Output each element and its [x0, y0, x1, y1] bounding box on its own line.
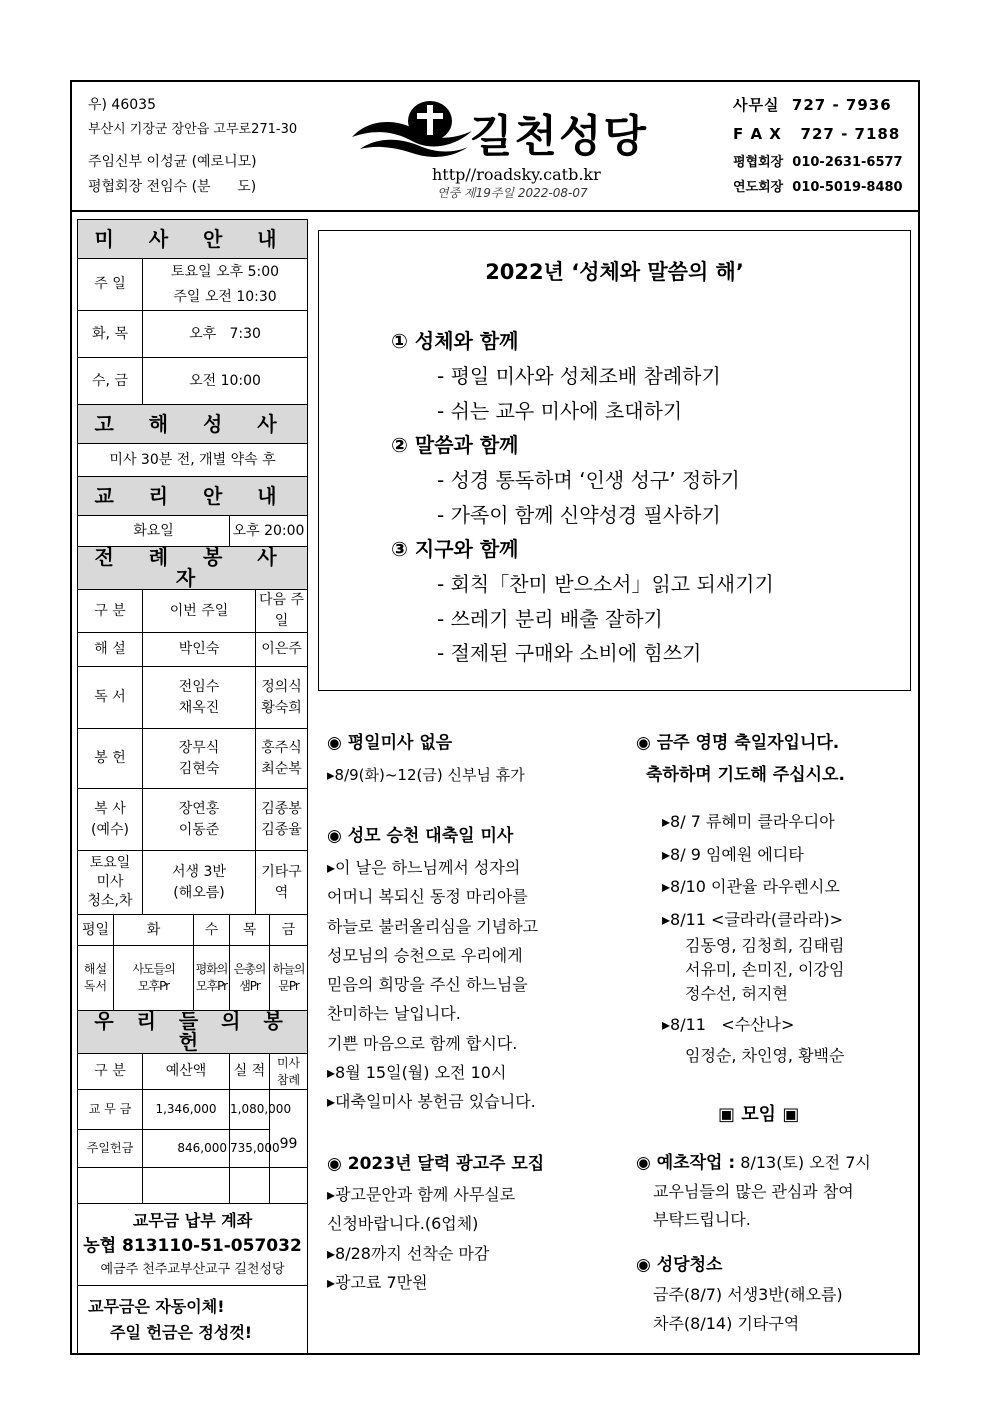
- liturgy-role: 해 설: [78, 633, 143, 667]
- offering-row-label: 주일헌금: [78, 1130, 143, 1168]
- feast-line: ▸8/11 <수산나>: [662, 1015, 795, 1034]
- weekday-wed: 수: [194, 915, 230, 946]
- offering-row-label: 교 무 금: [78, 1090, 143, 1130]
- cleaning-role: 토요일 미사 청소,차: [78, 851, 143, 915]
- website-url[interactable]: http//roadsky.catb.kr: [432, 165, 601, 184]
- feast-title: ◉ 금주 영명 축일자입니다.: [636, 733, 840, 753]
- weekday-group: 하늘의 문Pr: [270, 946, 308, 1011]
- notice-title-assumption: ◉ 성모 승천 대축일 미사: [327, 826, 514, 846]
- notice-box: 교무금은 자동이체! 주일 헌금은 정성껏!: [78, 1286, 308, 1354]
- meeting-weeding: ◉ 예초작업 : 8/13(토) 오전 7시: [636, 1153, 871, 1173]
- weekday-thu: 목: [230, 915, 270, 946]
- tue-thu-time: 오후 7:30: [143, 311, 308, 358]
- feast-names: 김동영, 김청희, 김태림 서유미, 손미진, 이강임 정수선, 허지현: [685, 936, 845, 1003]
- theme-section: ① 성체와 함께: [391, 329, 519, 353]
- offering-header-type: 구 분: [78, 1054, 143, 1090]
- meeting-line: 금주(8/7) 서생3반(해오름): [653, 1285, 843, 1304]
- offering-empty-cell: [143, 1168, 230, 1204]
- theme-item: - 쓰레기 분리 배출 잘하기: [437, 607, 663, 631]
- theme-section: ③ 지구와 함께: [391, 537, 519, 561]
- council-chair: 평협회장 전임수 (분 도): [88, 179, 257, 195]
- liturgy-this: 전임수 채옥진: [143, 667, 256, 729]
- liturgy-next: 정의식 황숙희: [256, 667, 308, 729]
- cleaning-next: 기타구역: [256, 851, 308, 915]
- liturgy-header-role: 구 분: [78, 590, 143, 633]
- theme-item: - 평일 미사와 성체조배 참례하기: [437, 364, 721, 388]
- offering-empty-cell: [230, 1168, 270, 1204]
- liturgy-next: 홍주식 최순복: [256, 729, 308, 789]
- meeting-title: ▣ 모임 ▣: [718, 1104, 800, 1125]
- meeting-line: 교우님들의 많은 관심과 참여: [653, 1182, 854, 1201]
- mass-guide-title: 미 사 안 내: [78, 220, 308, 259]
- liturgy-this: 장무식 김현숙: [143, 729, 256, 789]
- theme-box: [318, 230, 911, 691]
- wed-fri-time: 오전 10:00: [143, 358, 308, 405]
- weekday-group: 사도들의 모후Pr: [114, 946, 194, 1011]
- offering-title: 우 리 들 의 봉 헌: [78, 1011, 308, 1054]
- cleaning-this: 서생 3반 (해오름): [143, 851, 256, 915]
- church-title: 길천성당: [470, 111, 649, 162]
- catechism-day: 화요일: [78, 516, 230, 547]
- liturgy-role: 독 서: [78, 667, 143, 729]
- theme-section: ② 말씀과 함께: [391, 433, 519, 457]
- info-table: [77, 219, 308, 1354]
- account-info: 교무금 납부 계좌 농협 813110-51-057032 예금주 천주교부산교구 길천성당: [78, 1204, 308, 1286]
- fax-number: F A X 727 - 7188: [733, 125, 901, 143]
- attendance-count: 99: [270, 1090, 308, 1168]
- sunday-times: 토요일 오후 5:00 주일 오전 10:30: [143, 259, 308, 311]
- theme-item: - 절제된 구매와 소비에 힘쓰기: [437, 641, 702, 665]
- liturgy-header-this: 이번 주일: [143, 590, 256, 633]
- notice-line: ▸8/9(화)~12(금) 신부님 휴가: [327, 766, 525, 784]
- offering-header-attendance: 미사 참례: [270, 1054, 308, 1090]
- address: 부산시 기장군 장안읍 고무로271-30: [88, 122, 298, 137]
- catechism-time: 오후 20:00: [230, 516, 308, 547]
- theme-item: - 성경 통독하며 ‘인생 성구’ 정하기: [437, 468, 740, 492]
- confession-title: 고 해 성 사: [78, 405, 308, 444]
- offering-header-budget: 예산액: [143, 1054, 230, 1090]
- offering-row-budget: 1,346,000: [143, 1090, 230, 1130]
- theme-item: - 회칙「찬미 받으소서」읽고 되새기기: [437, 572, 774, 596]
- liturgy-role: 봉 헌: [78, 729, 143, 789]
- offering-empty-cell: [270, 1168, 308, 1204]
- sunday-label: 주 일: [78, 259, 143, 311]
- year-phone: 연도회장 010-5019-8480: [733, 180, 903, 195]
- theme-item: - 쉬는 교우 미사에 초대하기: [437, 399, 683, 423]
- feast-names: 임정순, 차인영, 황백순: [685, 1046, 845, 1065]
- liturgical-date: 연중 제19주일 2022-08-07: [437, 186, 588, 200]
- theme-title: 2022년 ‘성체와 말씀의 해’: [485, 260, 744, 284]
- liturgy-this: 박인숙: [143, 633, 256, 667]
- liturgy-next: 김종봉 김종율: [256, 789, 308, 851]
- weekday-header: 평일: [78, 915, 114, 946]
- offering-header-actual: 실 적: [230, 1054, 270, 1090]
- meeting-line: 부탁드립니다.: [653, 1210, 751, 1229]
- weekday-group: 평화의 모후Pr: [194, 946, 230, 1011]
- weekday-fri: 금: [270, 915, 308, 946]
- meeting-cleaning-title: ◉ 성당청소: [636, 1255, 723, 1275]
- notice-title-calendar: ◉ 2023년 달력 광고주 모집: [327, 1154, 545, 1174]
- notice-assumption-body: ▸이 날은 하느님께서 성자의 어머니 복되신 동정 마리아를 하늘로 불러올리심을 기념하고 성모님의 승천으로 우리에게 믿음의 희망을 주신 하느님을 찬미하는 날입니다. 기쁜 마음으로 함께 합시다. ▸8월 15일(월) 오전 10시 ▸대축일미사 봉헌금 있습니다.: [327, 858, 539, 1112]
- catechism-title: 교 리 안 내: [78, 477, 308, 516]
- offering-row-actual: 735,000: [230, 1130, 270, 1168]
- notice-calendar-body: ▸광고문안과 함께 사무실로 신청바랍니다.(6업체) ▸8/28까지 선착순 마감 ▸광고료 7만원: [327, 1185, 516, 1292]
- liturgy-role: 복 사 (예수): [78, 789, 143, 851]
- weekday-tue: 화: [114, 915, 194, 946]
- confession-text: 미사 30분 전, 개별 약속 후: [78, 444, 308, 477]
- theme-item: - 가족이 함께 신약성경 필사하기: [437, 503, 721, 527]
- liturgy-next: 이은주: [256, 633, 308, 667]
- feast-list: ▸8/ 7 류혜미 클라우디아 ▸8/ 9 임예원 에디타 ▸8/10 이관율 라우렌시오 ▸8/11 <글라라(클라라)>: [662, 812, 844, 929]
- postal-code: 우) 46035: [88, 97, 156, 113]
- offering-row-actual: 1,080,000: [230, 1090, 270, 1130]
- pastor: 주임신부 이성균 (예로니모): [88, 154, 257, 170]
- council-phone: 평협회장 010-2631-6577: [733, 155, 903, 170]
- office-phone: 사무실 727 - 7936: [733, 96, 892, 114]
- meeting-line: 차주(8/14) 기타구역: [653, 1314, 800, 1333]
- tue-thu-label: 화, 목: [78, 311, 143, 358]
- notice-title-weekday-mass: ◉ 평일미사 없음: [327, 733, 453, 753]
- feast-subtitle: 축하하며 기도해 주십시오.: [646, 765, 845, 785]
- weekday-role: 해설 독서: [78, 946, 114, 1011]
- offering-empty-cell: [78, 1168, 143, 1204]
- header-divider: [70, 210, 920, 212]
- offering-row-budget: 846,000: [143, 1130, 230, 1168]
- liturgy-header-next: 다음 주일: [256, 590, 308, 633]
- liturgy-title: 전 례 봉 사 자: [78, 547, 308, 590]
- weekday-group: 은총의 샘Pr: [230, 946, 270, 1011]
- wed-fri-label: 수, 금: [78, 358, 143, 405]
- liturgy-this: 장연홍 이동준: [143, 789, 256, 851]
- church-cross-logo-icon: [350, 97, 480, 159]
